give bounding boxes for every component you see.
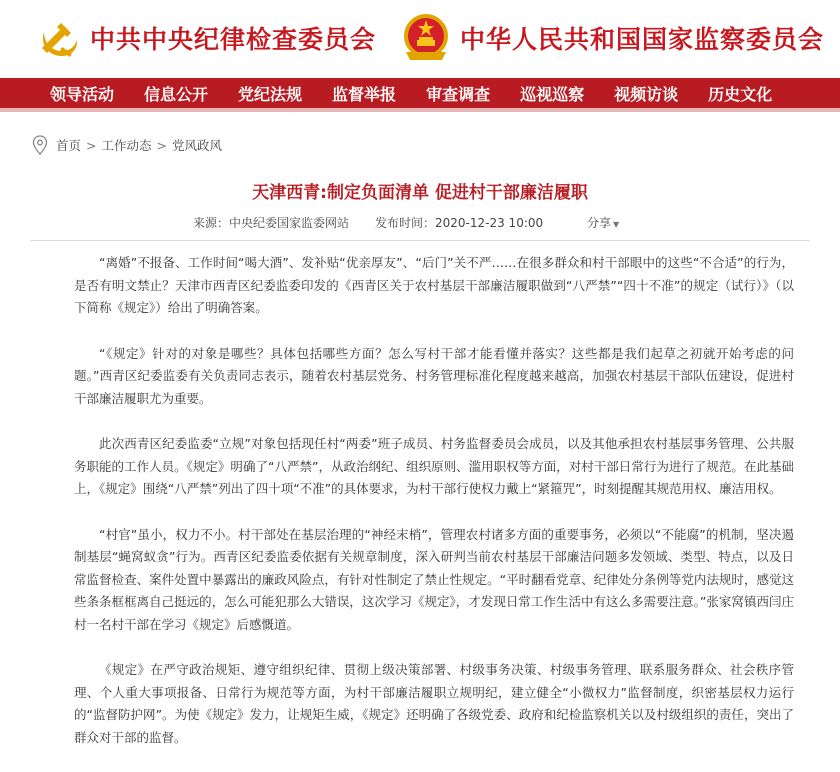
nav-item-history[interactable]: 历史文化 xyxy=(708,84,773,104)
nav-stripe xyxy=(0,108,840,112)
party-emblem-icon xyxy=(30,12,82,64)
article-source: 来源：中央纪委国家监委网站 xyxy=(193,216,350,230)
cpc-ccdi-logo[interactable] xyxy=(30,12,376,64)
breadcrumb xyxy=(32,135,222,155)
breadcrumb-work-news[interactable]: 工作动态 xyxy=(101,138,152,153)
article-paragraph: “离婚”不报备、工作时间“喝大酒”、发补贴“优亲厚友”、“后门”关不严……在很多群众和村干部眼中的这些“不合适”的行为，是否有明文禁止？天津市西青区纪委监委印发的《西青区关于农村基层干部廉洁履职做到“八严禁”“四十不准”的规定（试行）》（以下简称《规定》）给出了明确答案。 xyxy=(74,255,794,315)
nav-item-party-regulations[interactable]: 党纪法规 xyxy=(238,84,303,104)
breadcrumb-conduct[interactable]: 党风政风 xyxy=(172,138,223,153)
site-header xyxy=(0,0,840,78)
nav-item-inspection[interactable]: 巡视巡察 xyxy=(520,84,585,104)
site-title-left: 中共中央纪律检查委员会 xyxy=(90,25,377,54)
caret-down-icon: ▼ xyxy=(613,220,620,229)
share-label: 分享 xyxy=(587,216,612,230)
article-paragraph: “《规定》针对的对象是哪些？具体包括哪些方面？怎么写村干部才能看懂并落实？这些都是我们起草之初就开始考虑的问题。”西青区纪委监委有关负责同志表示，随着农村基层党务、村务管理标准化程度越来越高，加强农村基层干部队伍建设，促进村干部廉洁履职尤为重要。 xyxy=(74,345,794,406)
article-paragraph: 此次西青区纪委监委“立规”对象包括现任村“两委”班子成员、村务监督委员会成员，以及其他承担农村基层事务管理、公共服务职能的工作人员。《规定》明确了“八严禁”，从政治纲纪、组织原则、滥用职权等方面，对村干部日常行为进行了规范。在此基础上，《规定》围绕“八严禁”列出了四十项“不准”的具体要求，为村干部行使权力戴上“紧箍咒”，时刻提醒其规范用权、廉洁用权。 xyxy=(74,436,794,496)
nav-item-investigation[interactable]: 审查调查 xyxy=(426,84,491,104)
nav-item-video[interactable]: 视频访谈 xyxy=(614,84,679,104)
breadcrumb-separator: > xyxy=(156,137,167,153)
divider xyxy=(30,240,810,241)
location-pin-icon xyxy=(32,135,48,155)
article-title: 天津西青:制定负面清单 促进村干部廉洁履职 xyxy=(252,183,588,203)
article-paragraph: 《规定》在严守政治规矩、遵守组织纪律、贯彻上级决策部署、村级事务决策、村级事务管理、联系服务群众、社会秩序管理、个人重大事项报备、日常行为规范等方面，为村干部廉洁履职立规明纪，建立健全“小微权力”监督制度，织密基层权力运行的“监督防护网”。为使《规定》发力，让规矩生威，《规定》还明确了各级党委、政府和纪检监察机关以及村级组织的责任，突出了群众对干部的监督。 xyxy=(74,662,794,745)
nsc-logo[interactable] xyxy=(400,12,824,64)
national-emblem-icon xyxy=(400,12,452,64)
share-button[interactable] xyxy=(587,214,619,231)
article-body xyxy=(74,252,794,772)
nav-item-report[interactable]: 监督举报 xyxy=(332,84,397,104)
nav-item-info-disclosure[interactable]: 信息公开 xyxy=(144,84,209,104)
site-title-right: 中华人民共和国国家监察委员会 xyxy=(460,25,825,54)
main-nav xyxy=(0,78,840,108)
breadcrumb-separator: > xyxy=(86,137,97,153)
article-paragraph: “村官”虽小，权力不小。村干部处在基层治理的“神经末梢”，管理农村诸多方面的重要事务，必须以“不能腐”的机制，坚决遏制基层“蝇窝蚁贪”行为。西青区纪委监委依据有关规章制度，深入研判当前农村基层干部廉洁问题多发领域、类型、特点，以及日常监督检查、案件处置中暴露出的廉政风险点，有针对性制定了禁止性规定。“平时翻看党章、纪律处分条例等党内法规时，感觉这些条条框框离自己挺远的，怎么可能犯那么大错误，这次学习《规定》，才发现日常工作生活中有这么多需要注意。”张家窝镇西闫庄村一名村干部在学习《规定》后感慨道。 xyxy=(74,526,794,632)
article-meta xyxy=(0,214,840,234)
nav-item-leadership[interactable]: 领导活动 xyxy=(50,84,115,104)
breadcrumb-home[interactable]: 首页 xyxy=(56,138,82,153)
article-date: 发布时间：2020-12-23 10:00 xyxy=(375,216,544,230)
